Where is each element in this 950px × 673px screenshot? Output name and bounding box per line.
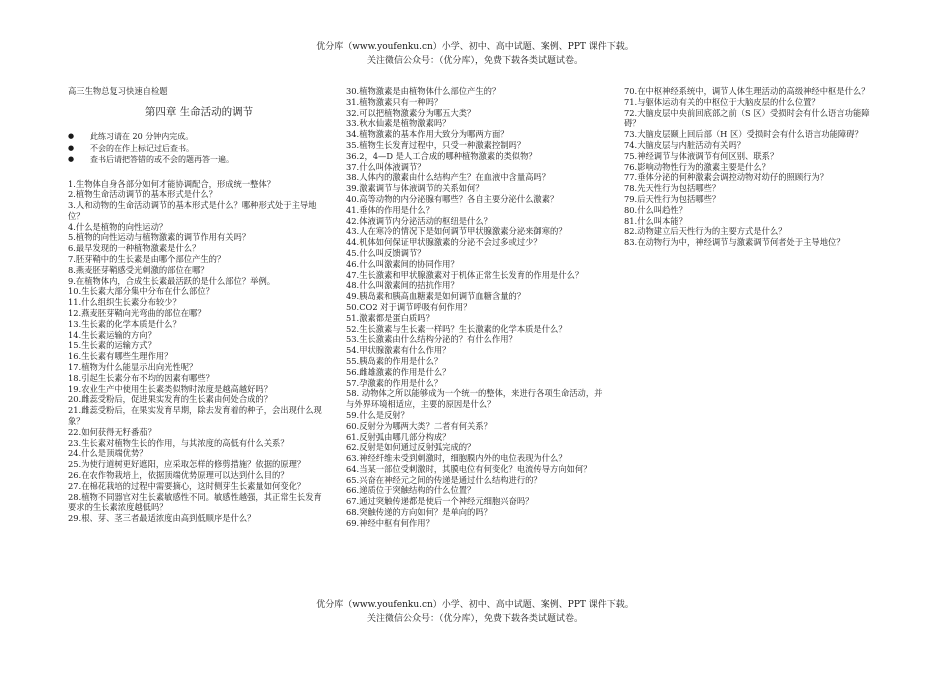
question-item: 4.什么是植物的向性运动？ [68,221,168,232]
question-item: 19.农业生产中使用生长素类似物时浓度是越高越好吗？ [68,383,273,394]
question-item: 16.生长素有哪些生理作用？ [68,351,173,362]
question-item: 17.植物为什么能显示出向光性呢？ [68,362,198,373]
document-title: 高三生物总复习快速自检题 [68,86,168,96]
question-item: 29.根、芽、茎三者最适浓度由高到低顺序是什么？ [68,513,256,524]
instruction-item: ● 不会的在作上标记过后查书。 [68,143,330,155]
question-item: 2.植物生命活动调节的基本形式是什么？ [68,189,217,200]
question-item: 48.什么叫激素间的拮抗作用？ [346,280,459,291]
question-item: 68.突触传递的方向如何？是单向的吗？ [346,507,492,518]
question-item: 58. 动物体之所以能够成为一个统一的整体，来进行各项生命活动，并与外界环境相适应，主要的原因是什么？ [346,388,603,410]
question-item: 81.什么叫本能？ [624,215,687,226]
question-item: 82.动物建立后天性行为的主要方式是什么？ [624,226,787,237]
question-item: 71.与躯体运动有关的中枢位于大脑皮层的什么位置？ [624,96,820,107]
question-list-3 [624,86,886,248]
question-item: 50.CO2 对于调节呼吸有何作用？ [346,301,472,312]
question-item: 73.大脑皮层颞上回后部（H 区）受损时会有什么语言功能障碍？ [624,129,863,140]
question-item: 12.燕麦胚芽鞘向光弯曲的部位在哪？ [68,308,206,319]
question-item: 79.后天性行为包括哪些？ [624,193,721,204]
header-line-1: 优分库（www.youfenku.cn）小学、初中、高中试题、案例、PPT 课件下载。 [316,42,634,52]
question-item: 13.生长素的化学本质是什么？ [68,318,181,329]
question-item: 75.神经调节与体液调节有何区别、联系？ [624,150,779,161]
question-item: 45.什么叫反馈调节？ [346,247,426,258]
question-item: 32.可以把植物激素分为哪五大类？ [346,107,476,118]
question-item: 56.雌雄激素的作用是什么？ [346,366,451,377]
question-item: 8.燕麦胚芽鞘感受光刺激的部位在哪？ [68,264,209,275]
question-item: 66.递质位于突触结构的什么位置？ [346,485,476,496]
question-item: 25.为使行道树更好遮阳，应采取怎样的修剪措施？依据的原理？ [68,459,306,470]
question-item: 77.垂体分泌的何种激素会调控动物对幼仔的照顾行为？ [624,172,829,183]
header-line-2: 关注微信公众号：（优分库），免费下载各类试题试卷。 [366,56,583,66]
question-item: 28.植物不同器官对生长素敏感性不同。敏感性越强，其正常生长发育要求的生长素浓度越低吗？ [68,491,322,513]
question-item: 5.植物的向性运动与植物激素的调节作用有关吗？ [68,232,251,243]
question-item: 15.生长素的运输方式？ [68,340,156,351]
question-item: 30.植物激素是由植物体什么部位产生的？ [346,86,501,96]
question-item: 63.神经纤维未受到刺激时，细胞膜内外的电位表现为什么？ [346,453,567,464]
question-item: 61.反射弧由哪几部分构成？ [346,431,451,442]
question-item: 41.垂体的作用是什么？ [346,204,434,215]
question-item: 7.胚芽鞘中的生长素是由哪个部位产生的？ [68,254,226,265]
question-item: 10.生长素大部分集中分布在什么部位？ [68,286,214,297]
question-item: 27.在棉花栽培的过程中需要摘心，这时侧芽生长素量如何变化？ [68,480,306,491]
question-item: 22.如何获得无籽番茄？ [68,426,156,437]
question-item: 74.大脑皮层与内脏活动有关吗？ [624,139,746,150]
question-item: 1.生物体自身各部分如何才能协调配合，形成统一整体？ [68,178,276,189]
column-2 [346,86,606,529]
question-item: 18.引起生长素分布不均的因素有哪些？ [68,372,214,383]
question-item: 59.什么是反射？ [346,409,409,420]
question-item: 60.反射分为哪两大类？二者有何关系？ [346,420,492,431]
question-item: 9.在植物体内，合成生长素最活跃的是什么部位？举例。 [68,275,276,286]
footer-banner [0,598,950,626]
question-item: 21.雌蕊受粉后，在果实发育早期，除去发育着的种子，会出现什么现象？ [68,405,322,427]
question-item: 35.植物生长发育过程中，只受一种激素控制吗？ [346,139,526,150]
column-3 [624,86,886,248]
question-item: 67.通过突触传递都是使后一个神经元细胞兴奋吗？ [346,496,534,507]
instruction-item: ● 此练习请在 20 分钟内完成。 [68,131,330,143]
question-item: 31.植物激素只有一种吗？ [346,96,443,107]
question-item: 44.机体如何保证甲状腺激素的分泌不会过多或过少？ [346,237,542,248]
question-item: 55.胰岛素的作用是什么？ [346,355,443,366]
question-item: 23.生长素对植物生长的作用，与其浓度的高低有什么关系？ [68,437,289,448]
question-item: 62.反射是如何通过反射弧完成的？ [346,442,476,453]
question-item: 6.最早发现的一种植物激素是什么？ [68,243,201,254]
question-item: 57.孕激素的作用是什么？ [346,377,443,388]
question-item: 33.秋水仙素是植物激素吗？ [346,118,451,129]
question-list-2 [346,86,606,529]
question-item: 3.人和动物的生命活动调节的基本形式是什么？哪种形式处于主导地位？ [68,200,317,221]
question-item: 43.人在寒冷的情况下是如何调节甲状腺激素分泌来御寒的？ [346,226,567,237]
question-item: 14.生长素运输的方向？ [68,329,156,340]
footer-line-2: 关注微信公众号：（优分库），免费下载各类试题试卷。 [366,614,583,624]
question-item: 46.什么叫激素间的协同作用？ [346,258,459,269]
question-item: 52.生长激素与生长素一样吗？生长激素的化学本质是什么？ [346,323,567,334]
question-item: 64.当某一部位受刺激时，其膜电位有何变化？电流传导方向如何？ [346,463,592,474]
question-item: 76.影响动物性行为的激素主要是什么？ [624,161,770,172]
column-1 [68,86,330,524]
question-item: 47.生长激素和甲状腺激素对于机体正常生长发育的作用是什么？ [346,269,584,280]
question-item: 26.在农作物栽培上，依据顶端优势原理可以达到什么目的？ [68,470,289,481]
question-item: 34.植物激素的基本作用大致分为哪两方面？ [346,129,509,140]
question-item: 70.在中枢神经系统中，调节人体生理活动的高级神经中枢是什么？ [624,86,870,96]
chapter-title: 第四章 生命活动的调节 [144,106,254,118]
question-item: 42.体液调节内分泌活动的枢纽是什么？ [346,215,492,226]
question-item: 65.兴奋在神经元之间的传递是通过什么结构进行的？ [346,474,542,485]
question-item: 11.什么组织生长素分布较少？ [68,297,181,308]
question-item: 78.先天性行为包括哪些？ [624,183,721,194]
question-item: 51.激素都是蛋白质吗？ [346,312,434,323]
question-item: 83.在动物行为中，神经调节与激素调节何者处于主导地位？ [624,237,845,248]
question-item: 38.人体内的激素由什么结构产生？在血液中含量高吗？ [346,172,551,183]
question-item: 69.神经中枢有何作用？ [346,517,434,528]
question-item: 53.生长激素由什么结构分泌的？有什么作用？ [346,334,517,345]
instruction-list [68,131,330,166]
question-item: 49.胰岛素和胰高血糖素是如何调节血糖含量的？ [346,291,526,302]
question-item: 20.雌蕊受粉后，促进果实发育的生长素由何处合成的？ [68,394,273,405]
question-item: 72.大脑皮层中央前回底部之前（S 区）受损时会有什么语言功能障碍？ [624,107,870,129]
question-item: 54.甲状腺激素有什么作用？ [346,345,451,356]
question-item: 39.激素调节与体液调节的关系如何？ [346,183,484,194]
question-list-1 [68,179,330,525]
header-banner [0,40,950,68]
question-item: 24.什么是顶端优势？ [68,448,148,459]
instruction-item: ● 查书后请把答错的或不会的题再答一遍。 [68,154,330,166]
question-item: 36.2，4—D 是人工合成的哪种植物激素的类似物？ [346,150,537,161]
question-item: 80.什么叫趋性？ [624,204,687,215]
question-item: 40.高等动物的内分泌腺有哪些？各自主要分泌什么激素？ [346,193,559,204]
footer-line-1: 优分库（www.youfenku.cn）小学、初中、高中试题、案例、PPT 课件下载。 [316,600,634,610]
question-item: 37.什么叫体液调节？ [346,161,426,172]
